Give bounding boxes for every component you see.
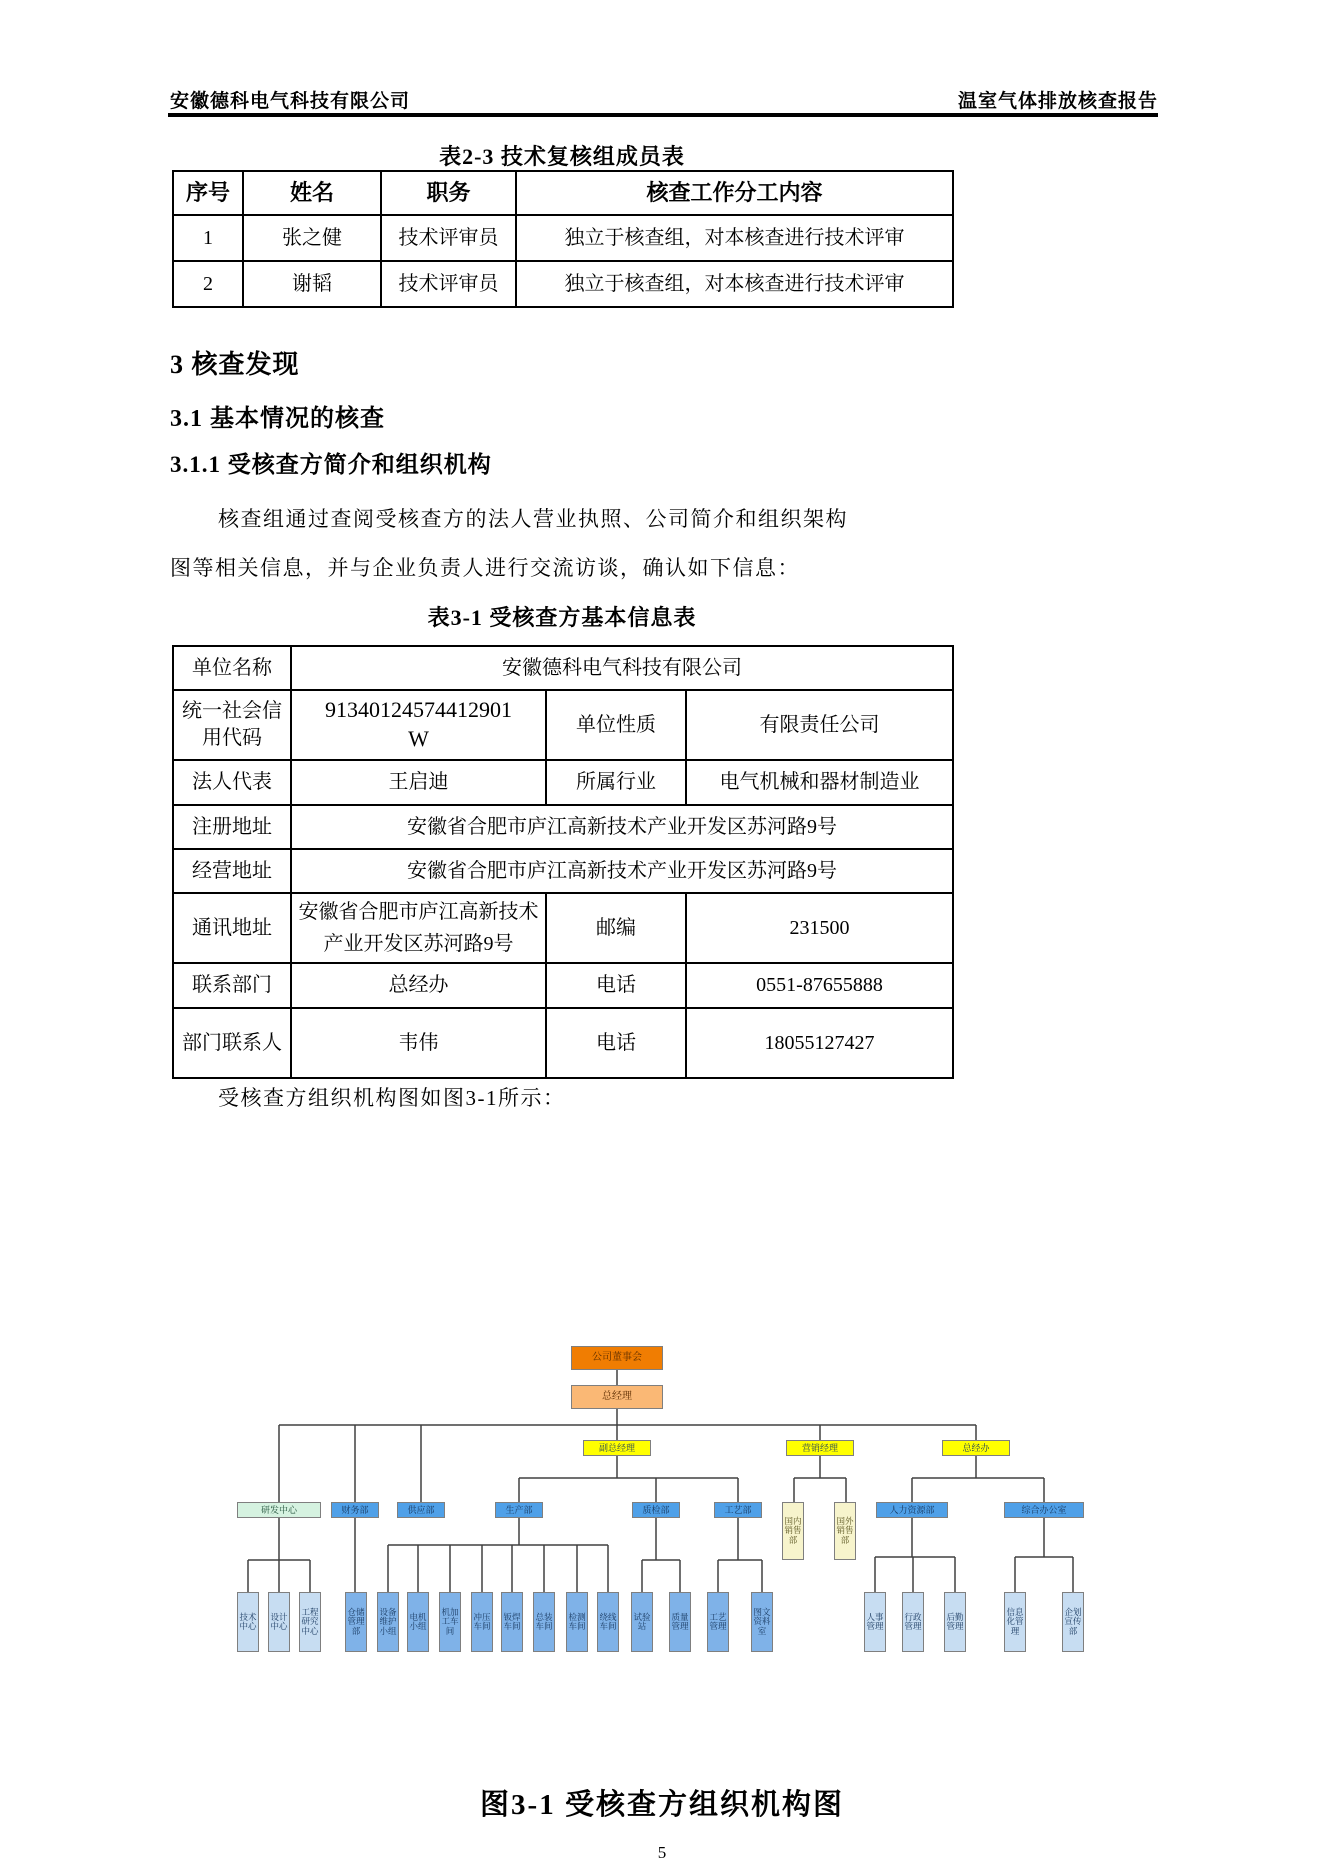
table-2-3 (172, 170, 954, 308)
table-row (173, 261, 953, 307)
cell-value (291, 893, 546, 963)
table-row-mailing-address (173, 893, 953, 963)
org-node-engineering-research-center: 工程研究中心 (299, 1592, 321, 1652)
table-row (173, 215, 953, 261)
table-row-credit-code (173, 690, 953, 760)
org-node-test-station: 试验站 (631, 1592, 653, 1652)
cell-label: 法人代表 (173, 760, 291, 805)
heading-3: 3 核查发现 (170, 350, 300, 379)
heading-3-1: 3.1 基本情况的核查 (170, 406, 385, 432)
org-node-quality-mgmt: 质量管理 (669, 1592, 691, 1652)
org-node-craft-mgmt: 工艺管理 (707, 1592, 729, 1652)
cell-duty: 独立于核查组，对本核查进行技术评审 (516, 215, 953, 261)
org-node-sheet-welding-workshop: 钣焊车间 (501, 1592, 523, 1652)
col-header-role: 职务 (381, 171, 516, 215)
cell-label2: 单位性质 (546, 690, 686, 760)
org-node-quality-inspection-dept: 质检部 (632, 1502, 680, 1518)
header-company-name: 安徽德科电气科技有限公司 (170, 91, 411, 112)
cell-value: 安徽省合肥市庐江高新技术产业开发区苏河路9号 (291, 805, 953, 849)
org-chart-note: 受核查方组织机构图如图3-1所示： (218, 1086, 566, 1110)
org-node-hr-dept: 人力资源部 (876, 1502, 948, 1518)
org-node-supply-dept: 供应部 (397, 1502, 445, 1518)
intro-paragraph-line2: 图等相关信息，并与企业负责人进行交流访谈，确认如下信息： (170, 556, 800, 580)
cell-label2: 邮编 (546, 893, 686, 963)
org-node-tech-center: 技术中心 (237, 1592, 259, 1652)
credit-code-value: 91340124574412901W (325, 697, 512, 751)
table-row-contact-dept (173, 963, 953, 1008)
cell-name: 谢韬 (243, 261, 381, 307)
cell-duty: 独立于核查组，对本核查进行技术评审 (516, 261, 953, 307)
org-node-international-sales: 国外销售部 (834, 1502, 856, 1560)
cell-label2: 电话 (546, 963, 686, 1008)
table-2-3-header-row (173, 171, 953, 215)
cell-label2: 电话 (546, 1008, 686, 1078)
cell-value: 韦伟 (291, 1008, 546, 1078)
figure-caption: 图3-1 受核查方组织机构图 (480, 1789, 844, 1821)
org-node-machining-workshop: 机加工车间 (439, 1592, 461, 1652)
org-node-information-mgmt: 信息化管理 (1004, 1592, 1026, 1652)
org-node-domestic-sales: 国内销售部 (782, 1502, 804, 1560)
table-row-contact-person (173, 1008, 953, 1078)
cell-no: 2 (173, 261, 243, 307)
org-node-logistics-mgmt: 后勤管理 (944, 1592, 966, 1652)
org-chart-figure (165, 1340, 1175, 1660)
col-header-no: 序号 (173, 171, 243, 215)
table-3-1-title: 表3-1 受核查方基本信息表 (427, 605, 697, 630)
cell-label: 经营地址 (173, 849, 291, 893)
cell-label: 部门联系人 (173, 1008, 291, 1078)
table-2-3-title: 表2-3 技术复核组成员表 (439, 144, 685, 169)
table-row-unit-name (173, 646, 953, 690)
org-node-craft-dept: 工艺部 (714, 1502, 762, 1518)
cell-label: 统一社会信用代码 (173, 690, 291, 760)
org-node-design-center: 设计中心 (268, 1592, 290, 1652)
col-header-duty: 核查工作分工内容 (516, 171, 953, 215)
cell-label: 联系部门 (173, 963, 291, 1008)
org-node-personnel-mgmt: 人事管理 (864, 1592, 886, 1652)
table-row-business-address (173, 849, 953, 893)
org-node-finance-dept: 财务部 (331, 1502, 379, 1518)
cell-value2: 231500 (686, 893, 953, 963)
cell-role: 技术评审员 (381, 215, 516, 261)
org-node-general-manager: 总经理 (571, 1385, 663, 1409)
table-row-registered-address (173, 805, 953, 849)
org-node-marketing-manager: 营销经理 (786, 1440, 854, 1456)
org-node-gm-office: 总经办 (942, 1440, 1010, 1456)
mailing-address-value: 安徽省合肥市庐江高新技术产业开发区苏河路9号 (298, 901, 539, 955)
org-node-production-dept: 生产部 (495, 1502, 543, 1518)
table-row-legal-rep (173, 760, 953, 805)
header-rule (168, 113, 1158, 117)
page-number: 5 (657, 1843, 667, 1862)
cell-value (291, 690, 546, 760)
cell-label: 通讯地址 (173, 893, 291, 963)
org-node-winding-workshop: 绕线车间 (597, 1592, 619, 1652)
cell-value2: 电气机械和器材制造业 (686, 760, 953, 805)
cell-value2: 有限责任公司 (686, 690, 953, 760)
org-node-deputy-gm: 副总经理 (583, 1440, 651, 1456)
org-node-warehouse-mgmt: 仓储管理部 (345, 1592, 367, 1652)
cell-value2: 18055127427 (686, 1008, 953, 1078)
org-node-testing-workshop: 检测车间 (566, 1592, 588, 1652)
org-node-stamping-workshop: 冲压车间 (471, 1592, 493, 1652)
org-node-document-room: 图文资料室 (751, 1592, 773, 1652)
cell-label: 单位名称 (173, 646, 291, 690)
cell-value: 安徽德科电气科技有限公司 (291, 646, 953, 690)
org-node-equipment-maintenance: 设备维护小组 (377, 1592, 399, 1652)
org-node-rnd-center: 研发中心 (237, 1502, 321, 1518)
org-node-board: 公司董事会 (571, 1346, 663, 1370)
heading-3-1-1: 3.1.1 受核查方简介和组织机构 (170, 452, 492, 477)
cell-value2: 0551-87655888 (686, 963, 953, 1008)
org-node-admin-office: 综合办公室 (1004, 1502, 1084, 1518)
col-header-name: 姓名 (243, 171, 381, 215)
cell-value: 安徽省合肥市庐江高新技术产业开发区苏河路9号 (291, 849, 953, 893)
cell-name: 张之健 (243, 215, 381, 261)
org-node-assembly-workshop: 总装车间 (533, 1592, 555, 1652)
org-node-motor-team: 电机小组 (407, 1592, 429, 1652)
org-node-admin-mgmt: 行政管理 (902, 1592, 924, 1652)
header-report-title: 温室气体排放核查报告 (957, 91, 1158, 112)
table-3-1 (172, 645, 954, 1079)
cell-role: 技术评审员 (381, 261, 516, 307)
cell-no: 1 (173, 215, 243, 261)
cell-label: 注册地址 (173, 805, 291, 849)
cell-label2: 所属行业 (546, 760, 686, 805)
cell-value: 总经办 (291, 963, 546, 1008)
org-node-planning-publicity: 企划宣传部 (1062, 1592, 1084, 1652)
cell-value: 王启迪 (291, 760, 546, 805)
intro-paragraph-line1: 核查组通过查阅受核查方的法人营业执照、公司简介和组织架构 (218, 507, 848, 531)
